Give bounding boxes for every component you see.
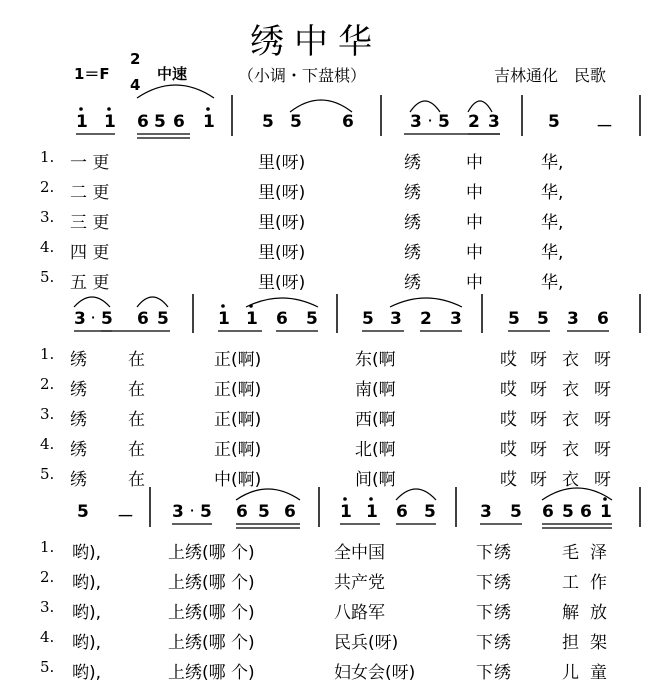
s3-m2-note-4: 5: [258, 502, 270, 522]
s3-m3-note-0: 1: [340, 502, 352, 522]
lyrics3-verse5-cell-5: 绣: [494, 663, 511, 683]
lyrics3-verse1-cell-6: 毛: [562, 543, 579, 563]
s2-m3-note-1: 3: [390, 309, 402, 329]
s3-m2-note-3: 6: [236, 502, 248, 522]
s2-m3-note-2: 2: [420, 309, 432, 329]
lyrics2-verse3-cell-0: 3.: [40, 405, 55, 423]
lyrics1-verse3-cell-1: 三 更: [70, 213, 110, 233]
lyrics3-verse3-cell-1: 哟),: [72, 603, 102, 623]
lyrics3-verse3-cell-3: 八路军: [334, 603, 385, 623]
s2-m1-note-3: 6: [137, 309, 149, 329]
lyrics3-verse1-cell-3: 全中国: [334, 543, 385, 563]
lyrics3-verse4-cell-4: 下: [476, 633, 493, 653]
lyrics3-verse5-cell-0: 5.: [40, 658, 55, 676]
s3-m4-high-dot-5: [603, 497, 607, 501]
lyrics2-verse5-cell-3: 中(啊): [214, 470, 262, 490]
lyrics3-verse2-cell-4: 下: [476, 573, 493, 593]
s2-m3-note-3: 3: [450, 309, 462, 329]
slur-2: [410, 101, 440, 112]
s1-m1-note-5: 1: [203, 112, 215, 132]
lyrics3-verse5-cell-2: 上绣(哪 个): [168, 663, 255, 683]
lyrics3-verse2-cell-1: 哟),: [72, 573, 102, 593]
s3-m1-note-0: 5: [77, 502, 89, 522]
lyrics2-verse1-cell-2: 在: [128, 350, 145, 370]
lyrics1-verse1-cell-3: 绣: [404, 153, 421, 173]
lyrics3-verse5-cell-4: 下: [476, 663, 493, 683]
s1-m2-note-0: 5: [262, 112, 274, 132]
lyrics3-verse1-cell-7: 泽: [590, 543, 607, 563]
lyrics3-verse4-cell-5: 绣: [494, 633, 511, 653]
lyrics3-verse2-cell-3: 共产党: [334, 573, 385, 593]
lyrics1-verse4-cell-3: 绣: [404, 243, 421, 263]
s2-m3-note-0: 5: [362, 309, 374, 329]
lyrics3-verse3-cell-0: 3.: [40, 598, 55, 616]
lyrics3-verse2-cell-5: 绣: [494, 573, 511, 593]
lyrics3-verse3-cell-6: 解: [562, 603, 579, 623]
lyrics2-verse4-cell-5: 哎: [500, 440, 517, 460]
s1-m2-note-1: 5: [290, 112, 302, 132]
s3-m2-note-5: 6: [284, 502, 296, 522]
time-signature-top: 2: [130, 50, 141, 68]
lyrics3-verse1-cell-5: 绣: [494, 543, 511, 563]
lyrics1-verse5-cell-0: 5.: [40, 268, 55, 286]
slur-1: [290, 100, 352, 112]
page-title: 绣中华: [250, 22, 382, 62]
lyrics2-verse5-cell-0: 5.: [40, 465, 55, 483]
s3-m4-note-5: 1: [600, 502, 612, 522]
lyrics2-verse4-cell-4: 北(啊: [355, 440, 396, 460]
lyrics3-verse3-cell-5: 绣: [494, 603, 511, 623]
s1-m1-high-dot-1: [107, 107, 111, 111]
lyrics1-verse3-cell-3: 绣: [404, 213, 421, 233]
lyrics3-verse1-cell-0: 1.: [40, 538, 55, 556]
lyrics3-verse2-cell-2: 上绣(哪 个): [168, 573, 255, 593]
lyrics3-verse2-cell-7: 作: [590, 573, 607, 593]
lyrics2-verse5-cell-6: 呀: [530, 470, 547, 490]
lyrics2-verse5-cell-8: 呀: [594, 470, 611, 490]
lyrics3-verse4-cell-6: 担: [562, 633, 579, 653]
s1-m3-note-4: 3: [488, 112, 500, 132]
s2-m4-note-0: 5: [508, 309, 520, 329]
slur-0: [137, 85, 214, 98]
s2-m2-note-0: 1: [218, 309, 230, 329]
lyrics2-verse1-cell-8: 呀: [594, 350, 611, 370]
s2-m4-note-2: 3: [567, 309, 579, 329]
lyrics3-verse5-cell-1: 哟),: [72, 663, 102, 683]
s1-m1-note-3: 5: [154, 112, 166, 132]
lyrics2-verse5-cell-5: 哎: [500, 470, 517, 490]
lyrics2-verse1-cell-4: 东(啊: [355, 350, 396, 370]
s3-m4-note-4: 6: [580, 502, 592, 522]
s1-m1-note-2: 6: [137, 112, 149, 132]
s2-m2-note-2: 6: [276, 309, 288, 329]
lyrics2-verse1-cell-3: 正(啊): [214, 350, 262, 370]
lyrics2-verse4-cell-7: 衣: [562, 440, 579, 460]
lyrics2-verse4-cell-8: 呀: [594, 440, 611, 460]
lyrics3-verse1-cell-1: 哟),: [72, 543, 102, 563]
s3-m3-high-dot-0: [343, 497, 347, 501]
lyrics2-verse2-cell-6: 呀: [530, 380, 547, 400]
s2-m2-high-dot-0: [221, 304, 225, 308]
lyrics1-verse2-cell-3: 绣: [404, 183, 421, 203]
s1-m3-note-3: 2: [468, 112, 480, 132]
lyrics3-verse5-cell-6: 儿: [562, 663, 579, 683]
lyrics1-verse2-cell-1: 二 更: [70, 183, 110, 203]
lyrics2-verse3-cell-2: 在: [128, 410, 145, 430]
slur-5: [137, 297, 168, 307]
lyrics3-verse4-cell-1: 哟),: [72, 633, 102, 653]
s3-m4-note-3: 5: [562, 502, 574, 522]
lyrics1-verse4-cell-5: 华,: [541, 243, 564, 263]
lyrics3-verse4-cell-2: 上绣(哪 个): [168, 633, 255, 653]
lyrics2-verse1-cell-5: 哎: [500, 350, 517, 370]
lyrics1-verse1-cell-4: 中: [466, 153, 483, 173]
lyrics2-verse4-cell-2: 在: [128, 440, 145, 460]
s3-m1-note-1: －: [117, 507, 134, 527]
s3-m2-note-1: ·: [190, 504, 195, 517]
lyrics2-verse1-cell-1: 绣: [70, 350, 87, 370]
lyrics2-verse4-cell-6: 呀: [530, 440, 547, 460]
lyrics3-verse1-cell-4: 下: [476, 543, 493, 563]
lyrics2-verse2-cell-7: 衣: [562, 380, 579, 400]
s1-m1-note-1: 1: [104, 112, 116, 132]
lyrics2-verse4-cell-3: 正(啊): [214, 440, 262, 460]
tempo-marking: 中速: [157, 65, 188, 83]
s1-m3-note-1: ·: [428, 114, 433, 127]
s2-m4-note-3: 6: [597, 309, 609, 329]
s1-m3-note-0: 3: [410, 112, 422, 132]
lyrics1-verse4-cell-4: 中: [466, 243, 483, 263]
s3-m2-note-0: 3: [172, 502, 184, 522]
lyrics1-verse5-cell-1: 五 更: [70, 273, 110, 293]
s3-m2-note-2: 5: [200, 502, 212, 522]
s3-m3-note-2: 6: [396, 502, 408, 522]
s3-m4-note-1: 5: [510, 502, 522, 522]
lyrics2-verse4-cell-1: 绣: [70, 440, 87, 460]
slur-9: [396, 489, 436, 500]
lyrics1-verse5-cell-2: 里(呀): [258, 273, 306, 293]
lyrics1-verse4-cell-1: 四 更: [70, 243, 110, 263]
lyrics1-verse5-cell-4: 中: [466, 273, 483, 293]
lyrics1-verse3-cell-0: 3.: [40, 208, 55, 226]
lyrics1-verse1-cell-2: 里(呀): [258, 153, 306, 173]
subtitle: （小调・下盘棋）: [238, 66, 367, 85]
lyrics2-verse2-cell-5: 哎: [500, 380, 517, 400]
lyrics1-verse1-cell-1: 一 更: [70, 153, 110, 173]
lyrics3-verse2-cell-0: 2.: [40, 568, 55, 586]
s1-m1-note-0: 1: [76, 112, 88, 132]
s2-m1-note-4: 5: [157, 309, 169, 329]
lyrics1-verse2-cell-0: 2.: [40, 178, 55, 196]
lyrics2-verse3-cell-6: 呀: [530, 410, 547, 430]
key-signature: 1＝F: [74, 65, 110, 83]
s3-m3-note-3: 5: [424, 502, 436, 522]
lyrics1-verse1-cell-5: 华,: [541, 153, 564, 173]
s1-m4-note-0: 5: [548, 112, 560, 132]
lyrics2-verse3-cell-5: 哎: [500, 410, 517, 430]
time-signature-bottom: 4: [130, 76, 141, 94]
s2-m1-note-1: ·: [91, 311, 96, 324]
lyrics1-verse3-cell-5: 华,: [541, 213, 564, 233]
lyrics1-verse3-cell-4: 中: [466, 213, 483, 233]
lyrics3-verse5-cell-7: 童: [590, 663, 607, 683]
slur-7: [390, 298, 462, 307]
lyrics3-verse1-cell-2: 上绣(哪 个): [168, 543, 255, 563]
lyrics1-verse5-cell-3: 绣: [404, 273, 421, 293]
s1-m3-note-2: 5: [438, 112, 450, 132]
lyrics2-verse1-cell-0: 1.: [40, 345, 55, 363]
lyrics3-verse4-cell-7: 架: [590, 633, 607, 653]
lyrics2-verse2-cell-8: 呀: [594, 380, 611, 400]
slur-8: [236, 489, 300, 500]
lyrics2-verse1-cell-7: 衣: [562, 350, 579, 370]
lyrics2-verse4-cell-0: 4.: [40, 435, 55, 453]
lyrics2-verse2-cell-1: 绣: [70, 380, 87, 400]
s1-m1-note-4: 6: [173, 112, 185, 132]
lyrics2-verse2-cell-4: 南(啊: [355, 380, 396, 400]
lyrics3-verse2-cell-6: 工: [562, 573, 579, 593]
lyrics3-verse3-cell-4: 下: [476, 603, 493, 623]
s2-m2-note-1: 1: [246, 309, 258, 329]
s2-m1-note-0: 3: [74, 309, 86, 329]
lyrics3-verse3-cell-7: 放: [590, 603, 607, 623]
lyrics2-verse3-cell-1: 绣: [70, 410, 87, 430]
slur-6: [246, 298, 318, 307]
lyrics1-verse3-cell-2: 里(呀): [258, 213, 306, 233]
s2-m1-note-2: 5: [101, 309, 113, 329]
lyrics1-verse2-cell-5: 华,: [541, 183, 564, 203]
s1-m4-note-1: －: [596, 117, 613, 137]
lyrics1-verse4-cell-2: 里(呀): [258, 243, 306, 263]
s2-m2-note-3: 5: [306, 309, 318, 329]
lyrics2-verse1-cell-6: 呀: [530, 350, 547, 370]
lyrics3-verse4-cell-0: 4.: [40, 628, 55, 646]
lyrics2-verse3-cell-3: 正(啊): [214, 410, 262, 430]
s3-m4-note-2: 6: [542, 502, 554, 522]
lyrics2-verse5-cell-4: 间(啊: [355, 470, 396, 490]
s1-m1-high-dot-0: [79, 107, 83, 111]
s3-m3-high-dot-1: [369, 497, 373, 501]
s3-m3-note-1: 1: [366, 502, 378, 522]
lyrics1-verse5-cell-5: 华,: [541, 273, 564, 293]
lyrics3-verse3-cell-2: 上绣(哪 个): [168, 603, 255, 623]
lyrics2-verse2-cell-0: 2.: [40, 375, 55, 393]
lyrics1-verse2-cell-2: 里(呀): [258, 183, 306, 203]
lyrics2-verse3-cell-7: 衣: [562, 410, 579, 430]
slur-3: [468, 101, 492, 112]
lyrics3-verse4-cell-3: 民兵(呀): [334, 633, 399, 653]
lyrics1-verse1-cell-0: 1.: [40, 148, 55, 166]
s2-m4-note-1: 5: [537, 309, 549, 329]
slur-4: [74, 297, 110, 307]
lyrics2-verse2-cell-3: 正(啊): [214, 380, 262, 400]
lyrics2-verse5-cell-2: 在: [128, 470, 145, 490]
s1-m2-note-2: 6: [342, 112, 354, 132]
lyrics2-verse5-cell-1: 绣: [70, 470, 87, 490]
lyrics2-verse5-cell-7: 衣: [562, 470, 579, 490]
lyrics2-verse3-cell-8: 呀: [594, 410, 611, 430]
lyrics2-verse3-cell-4: 西(啊: [355, 410, 396, 430]
lyrics1-verse4-cell-0: 4.: [40, 238, 55, 256]
lyrics3-verse5-cell-3: 妇女会(呀): [334, 663, 416, 683]
lyrics1-verse2-cell-4: 中: [466, 183, 483, 203]
s3-m4-note-0: 3: [480, 502, 492, 522]
origin-credit: 吉林通化 民歌: [494, 66, 607, 85]
s2-m2-high-dot-1: [249, 304, 253, 308]
lyrics2-verse2-cell-2: 在: [128, 380, 145, 400]
s1-m1-high-dot-5: [206, 107, 210, 111]
